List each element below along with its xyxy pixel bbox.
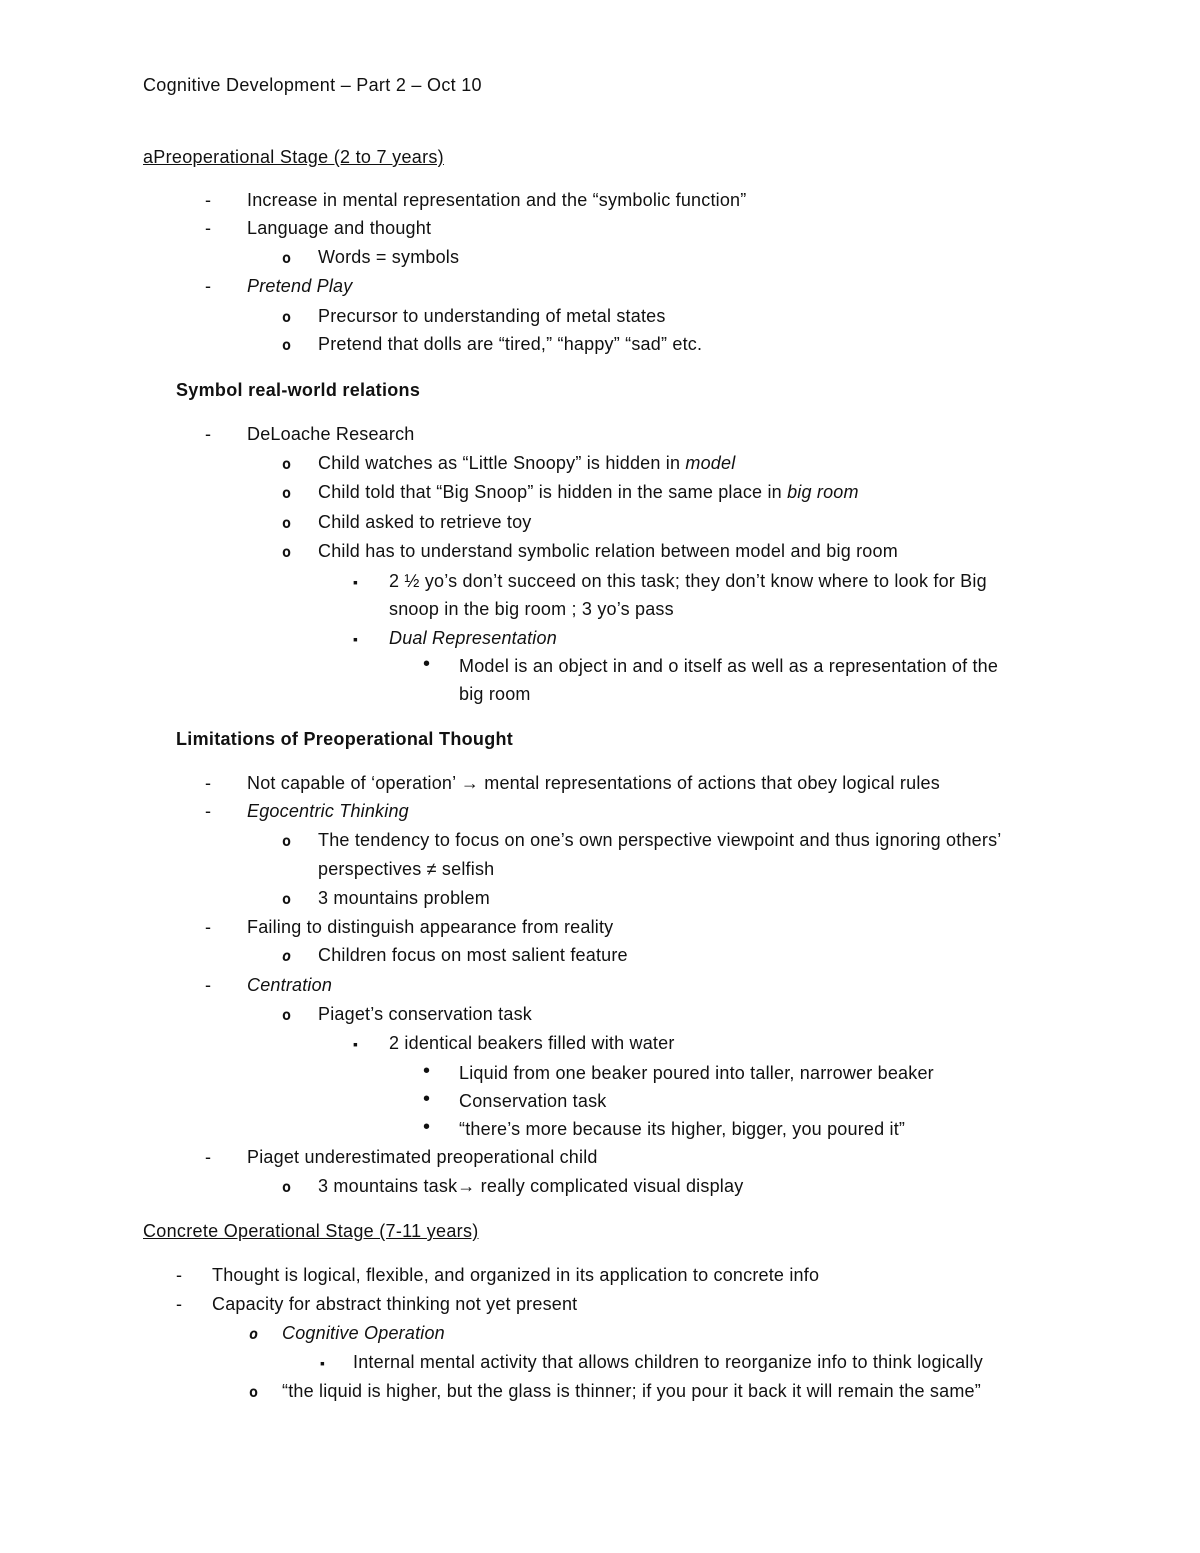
square-bullet-icon [353, 1030, 383, 1057]
circle-bullet-icon [282, 244, 312, 271]
circle-bullet-icon [282, 479, 312, 506]
list-item: ▪ Internal mental activity that allows children to reorganize info to think logically [353, 1349, 983, 1375]
list-item: - DeLoache Research [247, 421, 415, 447]
list-item: - Egocentric Thinking [247, 798, 409, 824]
list-item: - Not capable of ‘operation’ → mental representations of actions that obey logical rules [247, 770, 940, 796]
arrow-right-icon: → [457, 1176, 476, 1196]
square-bullet-icon [320, 1349, 350, 1376]
list-item: o 3 mountains task→ really complicated visual display [318, 1173, 743, 1199]
dash-bullet-icon [205, 972, 235, 998]
dash-bullet-icon [205, 770, 235, 796]
section-heading-preoperational: aPreoperational Stage (2 to 7 years) [143, 147, 444, 167]
list-item: ▪ 2 identical beakers filled with water [389, 1030, 675, 1056]
dash-bullet-icon [176, 1262, 206, 1288]
list-item: • Conservation task [459, 1088, 606, 1114]
dot-bullet-icon [423, 1086, 453, 1112]
square-bullet-icon [353, 568, 383, 595]
section-heading-concrete: Concrete Operational Stage (7-11 years) [143, 1221, 479, 1241]
circle-bullet-icon [282, 885, 312, 912]
dot-bullet-icon [423, 1058, 453, 1084]
dash-bullet-icon [205, 1144, 235, 1170]
list-item: o Child asked to retrieve toy [318, 509, 532, 535]
list-item: o Child told that “Big Snoop” is hidden in the same place in big room [318, 479, 859, 505]
list-item: • “there’s more because its higher, bigger, you poured it” [459, 1116, 905, 1142]
list-item-continuation: snoop in the big room ; 3 yo’s pass [389, 599, 674, 619]
section-heading-limitations: Limitations of Preoperational Thought [176, 729, 514, 749]
circle-bullet-icon [249, 1378, 279, 1405]
section-heading-symbol-relations: Symbol real-world relations [176, 380, 421, 400]
circle-bullet-icon [282, 942, 312, 969]
dot-bullet-icon [423, 1114, 453, 1140]
dash-bullet-icon [176, 1291, 206, 1317]
list-item: - Thought is logical, flexible, and organized in its application to concrete info [212, 1262, 819, 1288]
list-item-continuation: perspectives ≠ selfish [318, 859, 495, 879]
list-item: - Increase in mental representation and the “symbolic function” [247, 187, 746, 213]
list-item: - Language and thought [247, 215, 431, 241]
list-item: o Words = symbols [318, 244, 459, 270]
list-item: o Pretend that dolls are “tired,” “happy” “sad” etc. [318, 331, 702, 357]
document-title: Cognitive Development – Part 2 – Oct 10 [143, 75, 482, 95]
list-item: ▪ Dual Representation [389, 625, 557, 651]
dash-bullet-icon [205, 215, 235, 241]
list-item: o 3 mountains problem [318, 885, 490, 911]
list-item: o Precursor to understanding of metal states [318, 303, 666, 329]
circle-bullet-icon [282, 331, 312, 358]
list-item: • Liquid from one beaker poured into taller, narrower beaker [459, 1060, 934, 1086]
list-item: - Pretend Play [247, 273, 352, 299]
list-item: • Model is an object in and o itself as well as a representation of the [459, 653, 998, 679]
circle-bullet-icon [249, 1320, 279, 1347]
circle-bullet-icon [282, 827, 312, 854]
list-item: o The tendency to focus on one’s own perspective viewpoint and thus ignoring others’ [318, 827, 1001, 853]
dash-bullet-icon [205, 421, 235, 447]
list-item: o Cognitive Operation [282, 1320, 445, 1346]
list-item: - Failing to distinguish appearance from reality [247, 914, 613, 940]
list-item: ▪ 2 ½ yo’s don’t succeed on this task; they don’t know where to look for Big [389, 568, 987, 594]
list-item-continuation: big room [459, 684, 531, 704]
dot-bullet-icon [423, 651, 453, 677]
arrow-right-icon: → [460, 773, 480, 793]
circle-bullet-icon [282, 1001, 312, 1028]
dash-bullet-icon [205, 914, 235, 940]
list-item: o Child watches as “Little Snoopy” is hidden in model [318, 450, 735, 476]
dash-bullet-icon [205, 273, 235, 299]
circle-bullet-icon [282, 450, 312, 477]
square-bullet-icon [353, 625, 383, 652]
list-item: o Piaget’s conservation task [318, 1001, 532, 1027]
dash-bullet-icon [205, 798, 235, 824]
list-item: - Piaget underestimated preoperational child [247, 1144, 598, 1170]
list-item: o “the liquid is higher, but the glass is thinner; if you pour it back it will remain the same” [282, 1378, 981, 1404]
dash-bullet-icon [205, 187, 235, 213]
list-item: - Capacity for abstract thinking not yet present [212, 1291, 577, 1317]
circle-bullet-icon [282, 509, 312, 536]
circle-bullet-icon [282, 1173, 312, 1200]
list-item: - Centration [247, 972, 332, 998]
circle-bullet-icon [282, 303, 312, 330]
list-item: o Children focus on most salient feature [318, 942, 628, 968]
list-item: o Child has to understand symbolic relation between model and big room [318, 538, 898, 564]
circle-bullet-icon [282, 538, 312, 565]
